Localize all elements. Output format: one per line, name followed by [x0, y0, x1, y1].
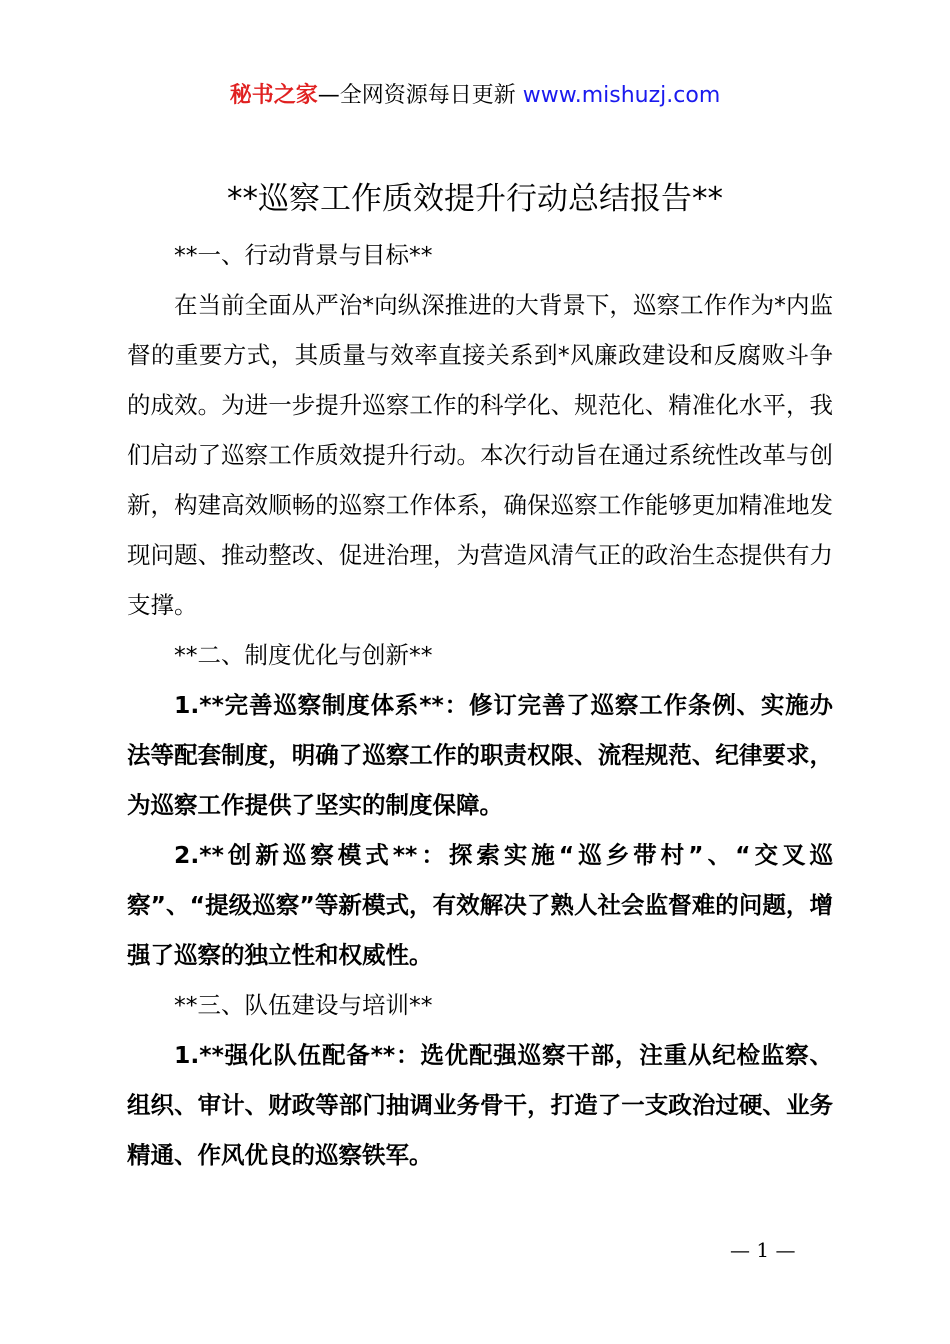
paragraph-system-item-1: 1.**完善巡察制度体系**：修订完善了巡察工作条例、实施办法等配套制度，明确了巡察工作的职责权限、流程规范、纪律要求，为巡察工作提供了坚实的制度保障。	[127, 691, 833, 819]
document-body	[127, 230, 833, 1180]
site-tagline: —全网资源每日更新	[317, 83, 523, 108]
site-url-link[interactable]: www.mishuzj.com	[522, 83, 721, 108]
page-number: — 1 —	[730, 1238, 796, 1262]
section-heading-system: **二、制度优化与创新**	[174, 641, 433, 669]
section-heading-team: **三、队伍建设与培训**	[174, 991, 433, 1019]
site-brand: 秘书之家	[229, 83, 318, 108]
document-title: **巡察工作质效提升行动总结报告**	[227, 181, 723, 217]
paragraph-system-item-2: 2.**创新巡察模式**：探索实施“巡乡带村”、“交叉巡察”、“提级巡察”等新模式，有效解决了熟人社会监督难的问题，增强了巡察的独立性和权威性。	[127, 841, 833, 969]
paragraph-team-item-1: 1.**强化队伍配备**：选优配强巡察干部，注重从纪检监察、组织、审计、财政等部门抽调业务骨干，打造了一支政治过硬、业务精通、作风优良的巡察铁军。	[127, 1041, 833, 1169]
section-heading-background: **一、行动背景与目标**	[174, 241, 433, 269]
site-header	[0, 80, 950, 112]
paragraph-background: 在当前全面从严治*向纵深推进的大背景下，巡察工作作为*内监督的重要方式，其质量与效率直接关系到*风廉政建设和反腐败斗争的成效。为进一步提升巡察工作的科学化、规范化、精准化水平，我们启动了巡察工作质效提升行动。本次行动旨在通过系统性改革与创新，构建高效顺畅的巡察工作体系，确保巡察工作能够更加精准地发现问题、推动整改、促进治理，为营造风清气正的政治生态提供有力支撑。	[127, 291, 833, 619]
